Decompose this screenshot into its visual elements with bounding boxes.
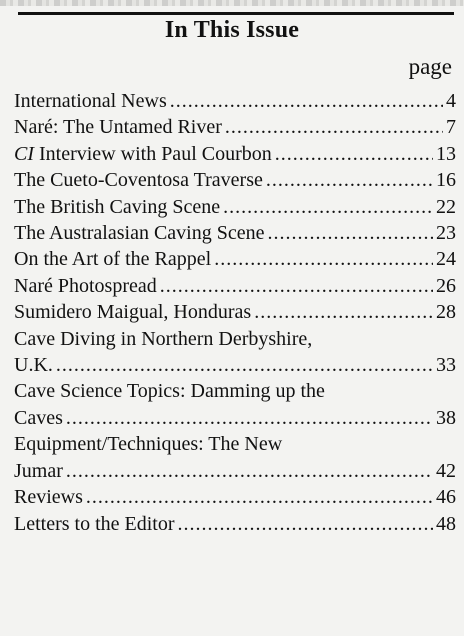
toc-entry-letters[interactable] [14,511,456,537]
toc-list [14,88,456,537]
toc-entry-page: 28 [436,301,456,324]
toc-entry-international-news[interactable] [14,88,456,114]
dot-leader [160,273,433,299]
toc-entry-sumidero-maigual[interactable] [14,299,456,325]
page-column-header: page [408,54,452,79]
dot-leader [266,167,433,193]
toc-entry-page: 7 [446,116,456,139]
toc-entry-page: 48 [436,512,456,535]
toc-entry-label: International News [14,90,167,112]
toc-entry-label: Reviews [14,486,83,509]
toc-entry-label-line1: Cave Science Topics: Damming up the [14,380,325,403]
toc-entry-label: Naré Photospread [14,274,157,297]
toc-entry-australasian-caving[interactable] [14,220,456,246]
toc-entry-label: Jumar [14,459,63,482]
dot-leader [254,299,433,325]
section-title: In This Issue [164,17,300,43]
dot-leader [86,484,433,510]
toc-entry-label: U.K. [14,354,53,377]
toc-entry-nare-untamed-river[interactable] [14,114,456,140]
toc-entry-page: 13 [436,142,456,165]
dot-leader [56,352,433,378]
toc-entry-page: 38 [436,406,456,429]
toc-entry-cueto-coventosa[interactable] [14,167,456,193]
toc-entry-label: Naré: The Untamed River [14,116,222,139]
toc-entry-label: The Cueto-Coventosa Traverse [14,169,263,192]
toc-entry-page: 4 [446,90,456,112]
toc-entry-label-line1: Cave Diving in Northern Derbyshire, [14,327,313,350]
toc-entry-label: The Australasian Caving Scene [14,222,265,245]
toc-entry-page: 26 [436,274,456,297]
dot-leader [268,220,434,246]
toc-entry-page: 24 [436,248,456,271]
header-rule [18,12,454,15]
toc-entry-page: 22 [436,195,456,218]
toc-entry-art-of-rappel[interactable] [14,246,456,272]
toc-entry-label: Sumidero Maigual, Honduras [14,301,252,324]
toc-entry-label: The British Caving Scene [14,195,221,218]
dot-leader [66,458,433,484]
toc-entry-label: Letters to the Editor [14,512,175,535]
dot-leader [170,88,443,114]
dot-leader [66,405,433,431]
bleed-through-texture [0,0,464,6]
magazine-abbrev: CI [14,142,34,165]
dot-leader [275,141,433,167]
toc-entry-page: 23 [436,222,456,245]
dot-leader [223,194,433,220]
toc-entry-cave-diving-derbyshire[interactable] [14,326,456,379]
toc-entry-nare-photospread[interactable] [14,273,456,299]
toc-entry-page: 16 [436,169,456,192]
dot-leader [225,114,443,140]
toc-entry-british-caving[interactable] [14,194,456,220]
toc-entry-label [14,141,272,167]
dot-leader [214,246,433,272]
toc-entry-label-rest: Interview with Paul Courbon [34,142,272,165]
toc-entry-page: 33 [436,354,456,377]
toc-entry-reviews[interactable] [14,484,456,510]
toc-entry-label-line1: Equipment/Techniques: The New [14,433,283,456]
toc-entry-page: 42 [436,459,456,482]
toc-entry-page: 46 [436,486,456,509]
toc-entry-equipment-techniques[interactable] [14,431,456,484]
toc-entry-cave-science-topics[interactable] [14,378,456,431]
toc-entry-label: On the Art of the Rappel [14,248,212,271]
dot-leader [178,511,433,537]
toc-entry-label: Caves [14,406,63,429]
toc-entry-ci-interview[interactable] [14,141,456,167]
